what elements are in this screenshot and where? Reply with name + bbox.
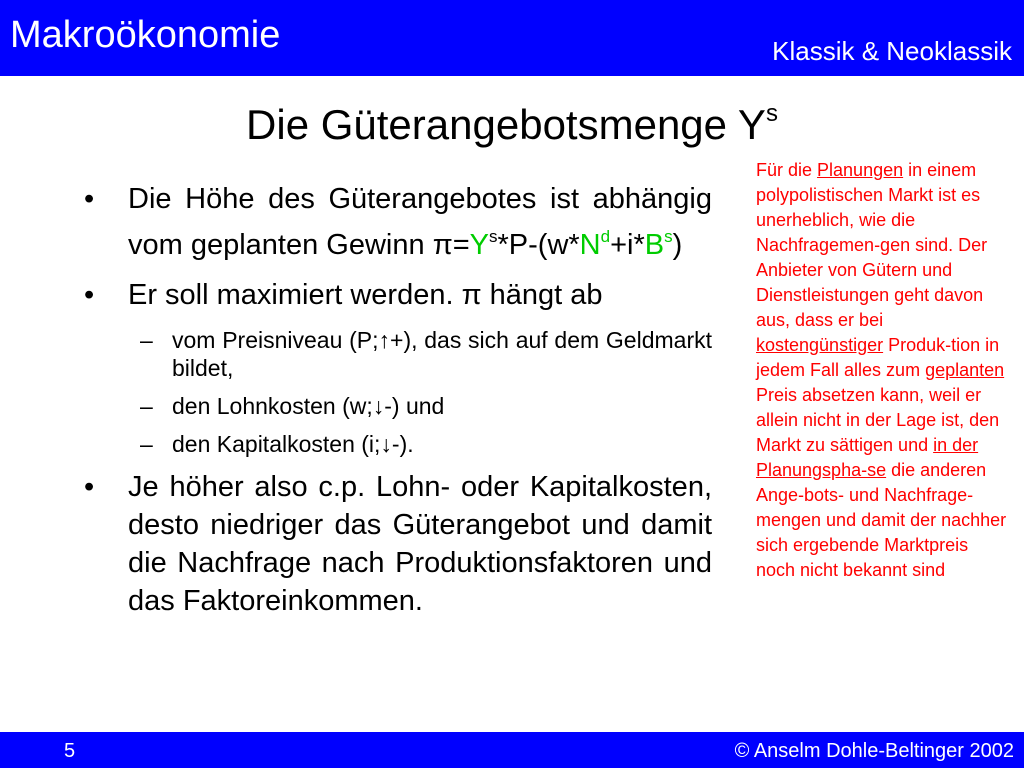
bullet-2-text: Er soll maximiert werden. π hängt ab	[128, 279, 603, 311]
formula-pi: π	[432, 229, 453, 261]
slide-title-text: Die Güterangebotsmenge Y	[246, 101, 766, 148]
bullet-2	[84, 276, 712, 314]
side-note-text: Produk-tion in jedem Fall alles zum	[756, 335, 1000, 380]
side-note-text: die anderen Ange-bots- und Nachfrage-mengen und damit der nachher sich ergebende Marktpreis noch nicht bekannt sind	[756, 460, 1007, 580]
copyright-notice: © Anselm Dohle-Beltinger 2002	[734, 740, 1014, 762]
bullet-3-text: Je höher also c.p. Lohn- oder Kapitalkosten, desto niedriger das Güterangebot und damit die Nachfrage nach Produktionsfaktoren und das Faktoreinkommen.	[128, 471, 712, 617]
formula-eq: =	[452, 229, 470, 261]
slide-title	[0, 88, 1024, 151]
formula-y: Y	[469, 229, 489, 261]
sub-item-text: den Kapitalkosten (i;↓-).	[172, 431, 414, 457]
side-note	[756, 158, 1012, 583]
sub-item	[84, 430, 712, 458]
profit-formula	[433, 229, 683, 261]
side-note-text: Für die	[756, 160, 818, 180]
side-note-text: in einem polypolistischen Markt ist es unerheblich, wie die Nachfragemen-gen sind. Der Anbieter von Gütern und Dienstleistungen geht davon aus, dass er bei	[756, 160, 988, 330]
sub-item	[84, 326, 712, 382]
sub-item-text: vom Preisniveau (P;↑+), das sich auf dem Geldmarkt bildet,	[172, 327, 712, 381]
sub-item	[84, 392, 712, 420]
dash-marker: –	[140, 327, 153, 353]
main-content	[84, 180, 712, 632]
formula-b-sup: s	[664, 227, 673, 246]
formula-plus: +i*	[610, 229, 645, 261]
side-note-underlined: in der Planungspha-se	[756, 435, 979, 480]
formula-n-sup: d	[600, 227, 611, 246]
bullet-1	[84, 180, 712, 264]
bullet-marker: •	[84, 183, 95, 215]
footer-bar	[0, 732, 1024, 768]
side-note-underlined: kostengünstiger	[756, 335, 884, 355]
side-note-underlined: geplanten	[925, 360, 1005, 380]
course-title: Makroökonomie	[10, 14, 281, 56]
bullet-marker: •	[84, 471, 95, 503]
side-note-underlined: Planungen	[817, 160, 904, 180]
bullet-1-text: Die Höhe des Güterangebotes ist abhängig vom geplanten Gewinn	[128, 183, 712, 261]
bullet-3	[84, 468, 712, 620]
sub-item-text: den Lohnkosten (w;↓-) und	[172, 393, 445, 419]
dash-marker: –	[140, 393, 153, 419]
page-number: 5	[64, 740, 76, 762]
side-note-text: Preis absetzen kann, weil er allein nicht in der Lage ist, den Markt zu sättigen und	[756, 385, 1000, 455]
formula-close: )	[672, 229, 683, 261]
formula-mid: *P-(w*	[497, 229, 580, 261]
slide-title-superscript: s	[765, 100, 778, 127]
header-bar	[0, 0, 1024, 76]
formula-y-sup: s	[489, 227, 498, 246]
bullet-marker: •	[84, 279, 95, 311]
dash-marker: –	[140, 431, 153, 457]
formula-b: B	[644, 229, 665, 261]
formula-n: N	[579, 229, 601, 261]
topic-title: Klassik & Neoklassik	[772, 36, 1012, 66]
